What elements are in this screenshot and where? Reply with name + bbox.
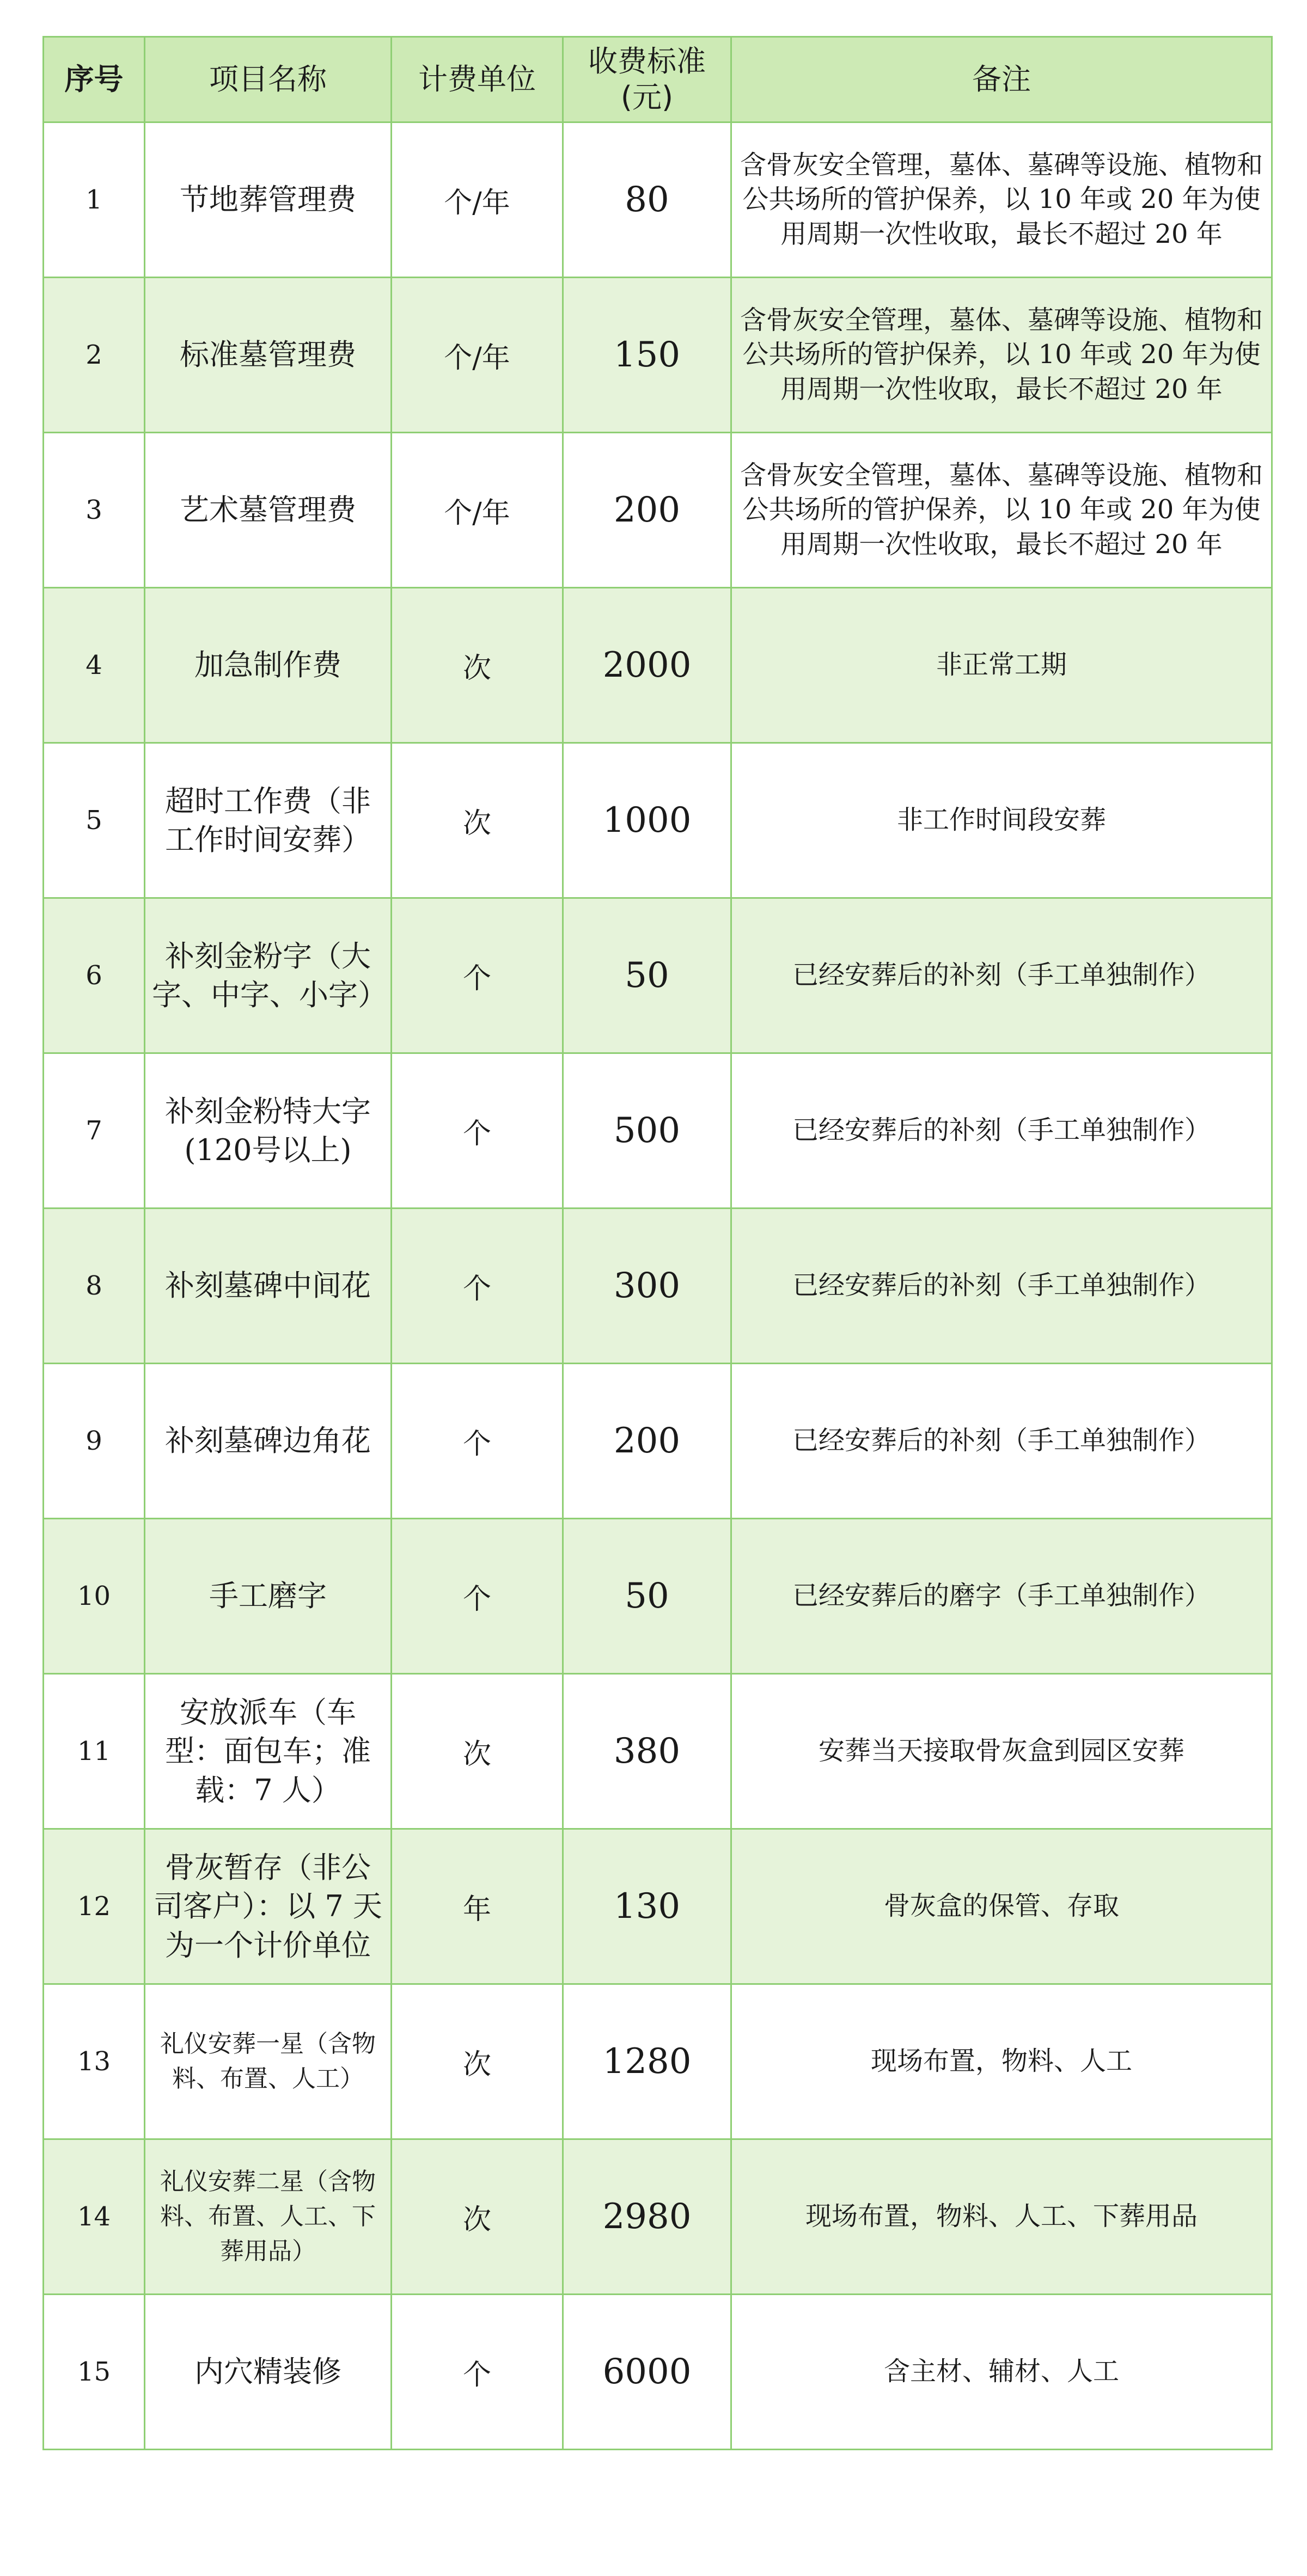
row-name: 补刻金粉特大字(120号以上): [145, 1053, 392, 1209]
row-name: 礼仪安葬一星（含物料、布置、人工）: [145, 1984, 392, 2139]
header-fee: [563, 37, 731, 122]
row-note: 已经安葬后的补刻（手工单独制作）: [731, 1053, 1272, 1209]
row-name: 加急制作费: [145, 588, 392, 743]
row-unit: 个: [392, 2295, 563, 2450]
row-note: 骨灰盒的保管、存取: [731, 1829, 1272, 1984]
row-fee: 1000: [563, 743, 731, 898]
row-note: 已经安葬后的磨字（手工单独制作）: [731, 1519, 1272, 1674]
header-unit: 计费单位: [392, 37, 563, 122]
row-note: 含骨灰安全管理，墓体、墓碑等设施、植物和公共场所的管护保养，以 10 年或 20 年为使用周期一次性收取，最长不超过 20 年: [731, 433, 1272, 588]
row-index: 6: [44, 898, 145, 1053]
row-unit: 个: [392, 1364, 563, 1519]
header-name: 项目名称: [145, 37, 392, 122]
row-name: 超时工作费（非工作时间安葬）: [145, 743, 392, 898]
row-name: 艺术墓管理费: [145, 433, 392, 588]
row-name: 安放派车（车型：面包车；准载：7 人）: [145, 1674, 392, 1829]
row-note: 现场布置，物料、人工: [731, 1984, 1272, 2139]
table-row: [44, 1053, 1272, 1209]
header-row: [44, 37, 1272, 122]
row-unit: 次: [392, 1984, 563, 2139]
header-index: 序号: [44, 37, 145, 122]
row-name: 礼仪安葬二星（含物料、布置、人工、下葬用品）: [145, 2139, 392, 2295]
row-name: 标准墓管理费: [145, 278, 392, 433]
header-fee-label: 收费标准: [588, 44, 706, 79]
row-fee: 500: [563, 1053, 731, 1209]
row-unit: 次: [392, 2139, 563, 2295]
row-name: 补刻墓碑中间花: [145, 1209, 392, 1364]
table-row: [44, 588, 1272, 743]
table-row: [44, 2139, 1272, 2295]
row-name: 手工磨字: [145, 1519, 392, 1674]
row-unit: 个: [392, 1053, 563, 1209]
row-fee: 130: [563, 1829, 731, 1984]
table-row: [44, 898, 1272, 1053]
table-row: [44, 1674, 1272, 1829]
row-note: 安葬当天接取骨灰盒到园区安葬: [731, 1674, 1272, 1829]
row-fee: 1280: [563, 1984, 731, 2139]
row-name: 骨灰暂存（非公司客户）：以 7 天为一个计价单位: [145, 1829, 392, 1984]
row-note: 已经安葬后的补刻（手工单独制作）: [731, 1364, 1272, 1519]
row-fee: 2000: [563, 588, 731, 743]
row-note: 含骨灰安全管理，墓体、墓碑等设施、植物和公共场所的管护保养，以 10 年或 20 年为使用周期一次性收取，最长不超过 20 年: [731, 122, 1272, 278]
row-index: 5: [44, 743, 145, 898]
row-fee: 200: [563, 1364, 731, 1519]
header-note: 备注: [731, 37, 1272, 122]
table-row: [44, 743, 1272, 898]
table-row: [44, 1209, 1272, 1364]
row-unit: 次: [392, 743, 563, 898]
row-index: 8: [44, 1209, 145, 1364]
row-unit: 个: [392, 898, 563, 1053]
row-unit: 个: [392, 1209, 563, 1364]
row-index: 3: [44, 433, 145, 588]
row-name: 补刻墓碑边角花: [145, 1364, 392, 1519]
row-fee: 2980: [563, 2139, 731, 2295]
row-unit: 个: [392, 1519, 563, 1674]
row-note: 非工作时间段安葬: [731, 743, 1272, 898]
row-name: 节地葬管理费: [145, 122, 392, 278]
table-row: [44, 1364, 1272, 1519]
table-row: [44, 122, 1272, 278]
row-index: 9: [44, 1364, 145, 1519]
table-row: [44, 433, 1272, 588]
row-note: 现场布置，物料、人工、下葬用品: [731, 2139, 1272, 2295]
row-fee: 300: [563, 1209, 731, 1364]
row-unit: 个/年: [392, 433, 563, 588]
row-index: 4: [44, 588, 145, 743]
row-fee: 50: [563, 1519, 731, 1674]
row-note: 非正常工期: [731, 588, 1272, 743]
row-note: 已经安葬后的补刻（手工单独制作）: [731, 898, 1272, 1053]
row-index: 11: [44, 1674, 145, 1829]
table-row: [44, 1984, 1272, 2139]
header-fee-currency: (元): [620, 80, 674, 114]
row-fee: 150: [563, 278, 731, 433]
row-note: 已经安葬后的补刻（手工单独制作）: [731, 1209, 1272, 1364]
row-fee: 80: [563, 122, 731, 278]
row-fee: 6000: [563, 2295, 731, 2450]
table-row: [44, 278, 1272, 433]
row-unit: 次: [392, 588, 563, 743]
row-unit: 个/年: [392, 278, 563, 433]
row-index: 15: [44, 2295, 145, 2450]
table-row: [44, 1519, 1272, 1674]
row-unit: 个/年: [392, 122, 563, 278]
row-index: 7: [44, 1053, 145, 1209]
row-index: 13: [44, 1984, 145, 2139]
row-name: 补刻金粉字（大字、中字、小字）: [145, 898, 392, 1053]
row-fee: 200: [563, 433, 731, 588]
row-note: 含骨灰安全管理，墓体、墓碑等设施、植物和公共场所的管护保养，以 10 年或 20 年为使用周期一次性收取，最长不超过 20 年: [731, 278, 1272, 433]
row-fee: 380: [563, 1674, 731, 1829]
row-index: 2: [44, 278, 145, 433]
row-fee: 50: [563, 898, 731, 1053]
row-unit: 次: [392, 1674, 563, 1829]
row-note: 含主材、辅材、人工: [731, 2295, 1272, 2450]
table-row: [44, 2295, 1272, 2450]
row-name: 内穴精装修: [145, 2295, 392, 2450]
row-unit: 年: [392, 1829, 563, 1984]
row-index: 12: [44, 1829, 145, 1984]
fee-table: [42, 36, 1273, 2450]
row-index: 14: [44, 2139, 145, 2295]
row-index: 10: [44, 1519, 145, 1674]
table-row: [44, 1829, 1272, 1984]
row-index: 1: [44, 122, 145, 278]
